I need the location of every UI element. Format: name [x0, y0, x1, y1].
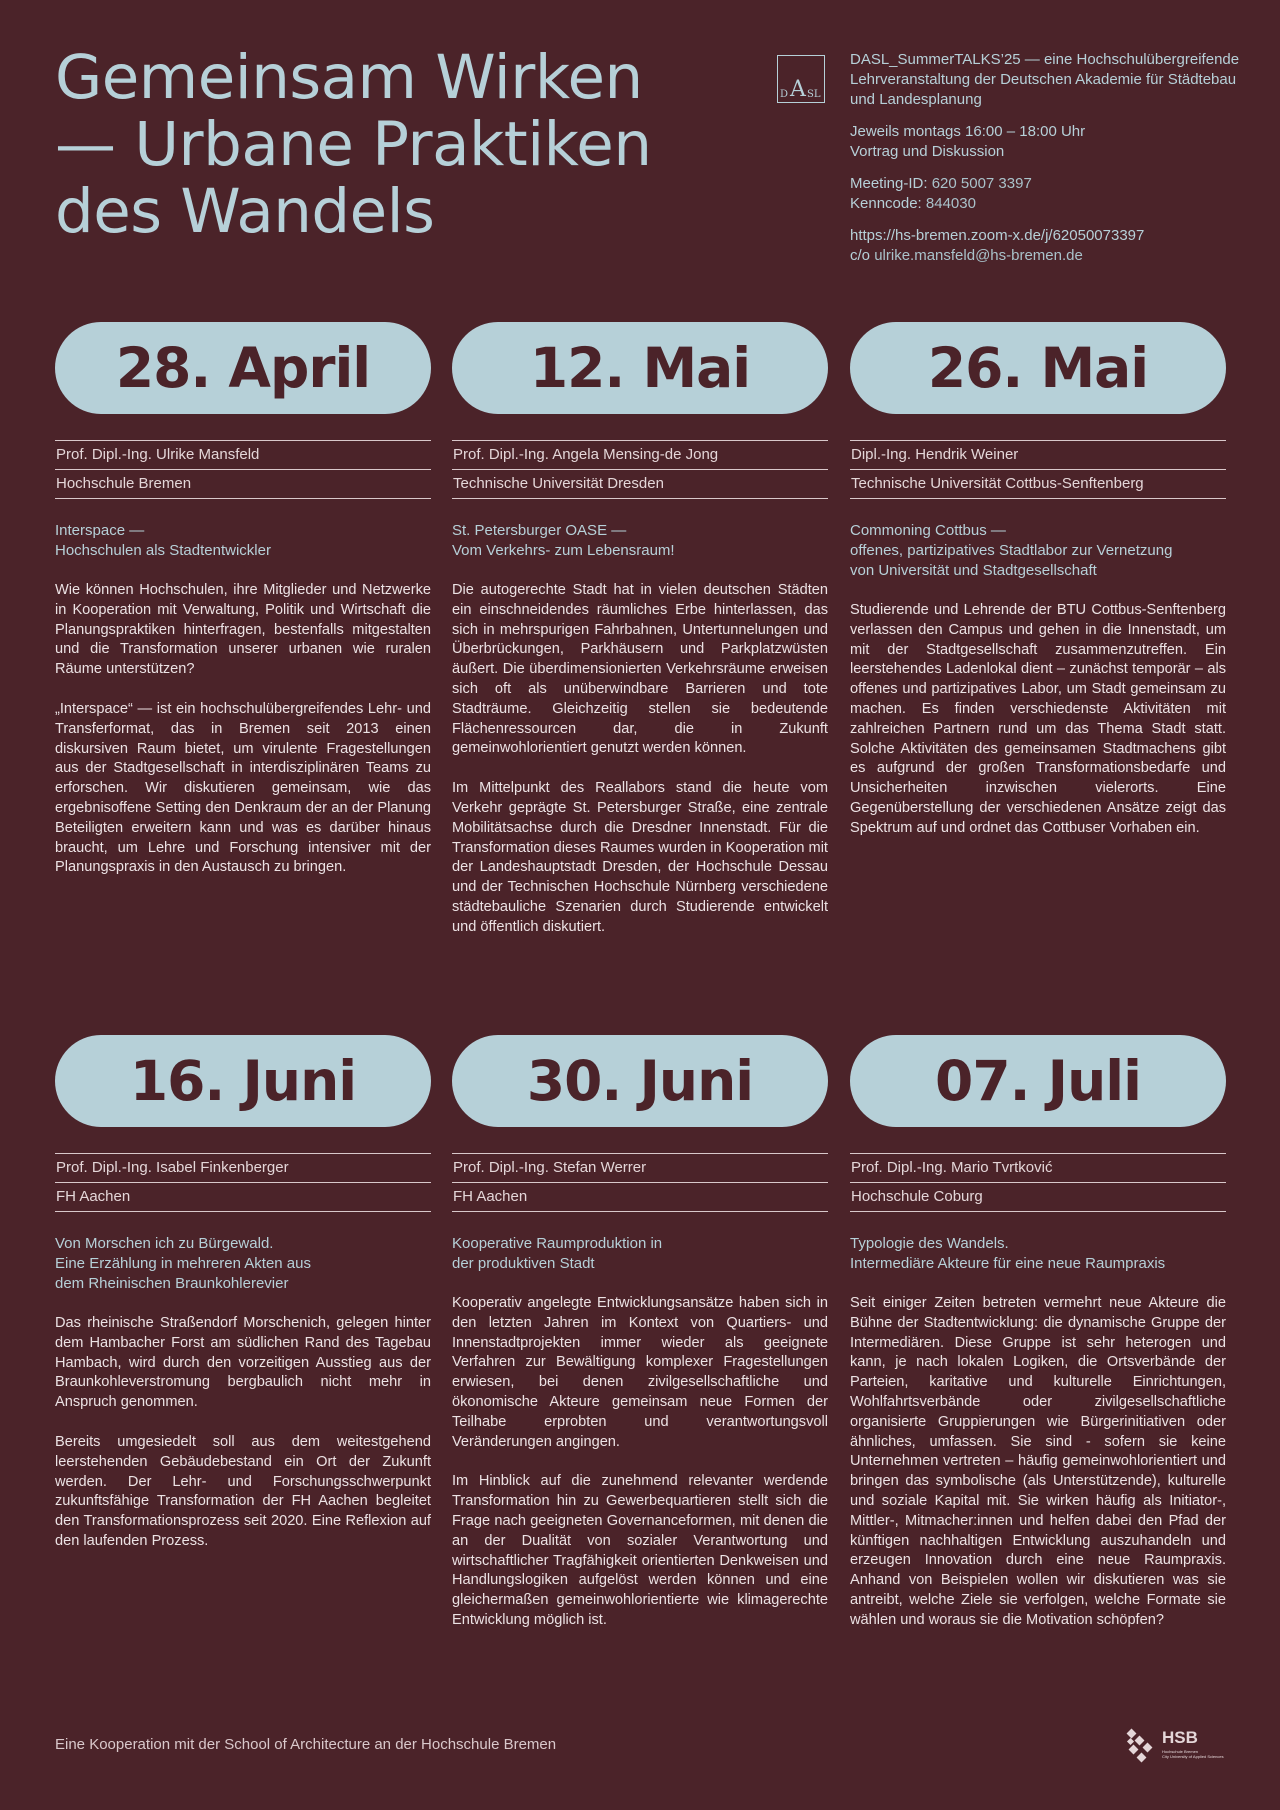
event-date: 30. Juni	[452, 1035, 828, 1127]
passcode-value: 844030	[925, 195, 976, 212]
info-passcode	[850, 194, 1250, 214]
meeting-id-value: 620 5007 3397	[931, 175, 1032, 192]
description-paragraph: Wie können Hochschulen, ihre Mitglieder und Netzwerke in Kooperation mit Verwaltung, Politik und Wirtschaft die Planungspraktiken hinterfragen, bestenfalls mitgestalten und die Transformation unserer urbanen wie ruralen Räume unterstützen?	[55, 582, 431, 678]
speaker-block	[452, 440, 828, 499]
talk-description	[55, 1314, 431, 1552]
speaker-block	[55, 1153, 431, 1212]
description-paragraph: Kooperativ angelegte Entwicklungsansätze haben sich in den letzten Jahren im Kontext von Quartiers- und Innenstadtprojekten immer wieder als geeignete Verfahren zur Bewältigung komplexer Fragestellungen erwiesen, bei denen zivilgesellschaftliche und ökonomische Akteure gemeinsam neue Formen der Teilhabe erprobten und verantwortungsvoll Veränderungen angingen.	[452, 1295, 828, 1450]
logo-letter-a: A	[790, 77, 806, 102]
description-paragraph: Bereits umgesiedelt soll aus dem weitestgehend leerstehenden Gebäudebestand ein Ort der Zukunft werden. Der Lehr- und Forschungsschwerpunkt zukunftsfähige Transformation der FH Aachen begleitet den Transformationsprozess seit 2020. Eine Reflexion auf den laufenden Prozess.	[55, 1433, 431, 1549]
talk-title	[452, 1234, 828, 1274]
talk-title-line: Kooperative Raumproduktion in	[452, 1235, 663, 1252]
logo-letter-d: D	[780, 89, 789, 100]
event-date: 28. April	[55, 322, 431, 414]
description-paragraph: Im Mittelpunkt des Reallabors stand die heute vom Verkehr geprägte St. Petersburger Straße, eine zentrale Mobilitätsachse durch die Dresdner Innenstadt. Für die Transformation dieses Raumes wurden in Kooperation mit der Landeshauptstadt Dresden, der Hochschule Dessau und der Technischen Hochschule Nürnberg verschiedene städtebauliche Szenarien durch Studierende entwickelt und öffentlich diskutiert.	[452, 780, 828, 935]
contact-email[interactable]: ulrike.mansfeld@hs-bremen.de	[874, 247, 1083, 264]
contact-label: c/o	[850, 247, 871, 264]
description-paragraph: „Interspace“ — ist ein hochschulübergreifendes Lehr- und Transferformat, das in Bremen seit 2013 einen diskursiven Raum bietet, um virulente Fragestellungen aus der Stadtgesellschaft in interdisziplinären Teams zu erforschen. Wir diskutieren gemeinsam, wie das ergebnisoffene Setting den Denkraum der an der Planung Beteiligten erweitern kann und was es darüber hinaus braucht, um Lehre und Forschung intensiver mit der Planungspraxis in den Austausch zu bringen.	[55, 700, 431, 876]
hsb-wordmark: HSB	[1162, 1728, 1198, 1747]
talk-title-line: offenes, partizipatives Stadtlabor zur Vernetzung	[850, 542, 1173, 559]
talk-title	[55, 521, 431, 561]
talk-title-line: Typologie des Wandels.	[850, 1235, 1009, 1252]
hsb-subtitle-line: Hochschule Bremen	[1162, 1749, 1199, 1754]
description-paragraph: Seit einiger Zeiten betreten vermehrt neue Akteure die Bühne der Stadtentwicklung: die dynamische Gruppe der Intermediären. Diese Gruppe ist sehr heterogen und kann, je nach lokalen Logiken, die Ortsverbände der Parteien, karitative und kulturelle Einrichtungen, Wohlfahrtsverbände oder zivilgesellschaftliche organisierte Gruppierungen wie Bürgerinitiativen oder ähnliches, umfassen. Sie sind - sofern sie keine Unternehmen vertreten – häufig gemeinwohlorientiert und bringen das symbolische (als Unterstützende), kulturelle und soziale Kapital mit. Sie wirken häufig als Initiator-, Mittler-, Mitmacher:innen und helfen dabei den Pfad der künftigen nachhaltigen Entwicklung auszuhandeln und erzeugen Innovation durch eine neue Raumpraxis. Anhand von Beispielen wollen wir diskutieren was sie antreibt, welche Ziele sie verfolgen, welche Formate sie wählen und woraus sie die Motivation schöpfen?	[850, 1295, 1226, 1628]
speaker-name: Prof. Dipl.-Ing. Stefan Werrer	[452, 1153, 828, 1182]
speaker-name: Dipl.-Ing. Hendrik Weiner	[850, 440, 1226, 469]
talk-title-line: Interspace —	[55, 522, 145, 539]
speaker-institution: Technische Universität Dresden	[452, 469, 828, 499]
talk-title-line: Intermediäre Akteure für eine neue Raumpraxis	[850, 1255, 1166, 1272]
event-date: 16. Juni	[55, 1035, 431, 1127]
speaker-block	[452, 1153, 828, 1212]
event-column	[55, 322, 431, 898]
zoom-link[interactable]: https://hs-bremen.zoom-x.de/j/62050073397	[850, 227, 1145, 244]
dasl-logo	[777, 55, 825, 103]
talk-title-line: Von Morschen ich zu Bürgewald.	[55, 1235, 274, 1252]
info-contact	[850, 246, 1250, 266]
title-line-2: — Urbane Praktiken	[55, 109, 652, 180]
speaker-block	[850, 1153, 1226, 1212]
description-paragraph: Studierende und Lehrende der BTU Cottbus-Senftenberg verlassen den Campus und gehen in die Innenstadt, um mit der Stadtgesellschaft zusammenzutreffen. Ein leerstehendes Ladenlokal dient – zunächst temporär – als offenes und partizipatives Labor, um Stadt gemeinsam zu machen. Es finden verschiedenste Aktivitäten mit zahlreichen Partnern rund um das Thema Stadt statt. Solche Aktivitäten des gemeinsamen Stadtmachens gibt es aufgrund der großen Transformationsbedarfe und Unsicherheiten inzwischen vielerorts. Eine Gegenüberstellung der verschiedenen Ansätze zeigt das Spektrum auf und ordnet das Cottbuser Vorhaben ein.	[850, 602, 1226, 836]
talk-title-line: Eine Erzählung in mehreren Akten aus	[55, 1255, 311, 1272]
talk-title-line: St. Petersburger OASE —	[452, 522, 627, 539]
info-schedule-1: Jeweils montags 16:00 – 18:00 Uhr	[850, 123, 1086, 140]
event-column	[850, 1035, 1226, 1651]
speaker-name: Prof. Dipl.-Ing. Isabel Finkenberger	[55, 1153, 431, 1182]
info-schedule-2: Vortrag und Diskussion	[850, 143, 1005, 160]
hsb-logo	[1126, 1728, 1226, 1764]
talk-title	[55, 1234, 431, 1294]
hsb-logo-icon	[1126, 1728, 1156, 1764]
speaker-institution: FH Aachen	[452, 1182, 828, 1212]
speaker-institution: Technische Universität Cottbus-Senftenberg	[850, 469, 1226, 499]
talk-title-line: dem Rheinischen Braunkohlerevier	[55, 1275, 289, 1292]
hsb-subtitle	[1162, 1749, 1226, 1759]
event-date: 07. Juli	[850, 1035, 1226, 1127]
speaker-name: Prof. Dipl.-Ing. Mario Tvrtković	[850, 1153, 1226, 1182]
event-column	[55, 1035, 431, 1572]
talk-description	[452, 581, 828, 938]
description-paragraph: Das rheinische Straßendorf Morschenich, gelegen hinter dem Hambacher Forst am südlichen Rand des Tagebau Hambach, wird durch den vorzeitigen Ausstieg aus der Braunkohleverstromung bergbaulich nicht mehr in Anspruch genommen.	[55, 1315, 431, 1411]
talk-description	[452, 1294, 828, 1631]
talk-title-line: der produktiven Stadt	[452, 1255, 595, 1272]
talk-title-line: Vom Verkehrs- zum Lebensraum!	[452, 542, 675, 559]
event-info	[850, 50, 1250, 278]
meeting-id-label: Meeting-ID:	[850, 175, 928, 192]
info-meeting-id	[850, 174, 1250, 194]
talk-title-line: von Universität und Stadtgesellschaft	[850, 562, 1097, 579]
speaker-name: Prof. Dipl.-Ing. Ulrike Mansfeld	[55, 440, 431, 469]
speaker-block	[850, 440, 1226, 499]
title-line-3: des Wandels	[55, 176, 435, 247]
talk-title	[452, 521, 828, 561]
talk-title-line: Hochschulen als Stadtentwickler	[55, 542, 271, 559]
event-column	[452, 322, 828, 958]
title-line-1: Gemeinsam Wirken	[55, 42, 643, 113]
event-column	[850, 322, 1226, 859]
event-date: 12. Mai	[452, 322, 828, 414]
event-column	[452, 1035, 828, 1651]
poster-title	[55, 44, 755, 245]
speaker-institution: FH Aachen	[55, 1182, 431, 1212]
speaker-institution: Hochschule Coburg	[850, 1182, 1226, 1212]
footer-credit: Eine Kooperation mit der School of Architecture an der Hochschule Bremen	[55, 1736, 557, 1753]
talk-description	[850, 601, 1226, 839]
talk-title-line: Commoning Cottbus —	[850, 522, 1006, 539]
passcode-label: Kenncode:	[850, 195, 922, 212]
logo-letters-sl: SL	[807, 89, 821, 100]
talk-description	[850, 1294, 1226, 1631]
speaker-name: Prof. Dipl.-Ing. Angela Mensing-de Jong	[452, 440, 828, 469]
event-date: 26. Mai	[850, 322, 1226, 414]
speaker-block	[55, 440, 431, 499]
speaker-institution: Hochschule Bremen	[55, 469, 431, 499]
description-paragraph: Im Hinblick auf die zunehmend relevanter werdende Transformation hin zu Gewerbequartieren stellt sich die Frage nach geeigneten Governanceformen, mit denen die an der Dualität von sozialer Verantwortung und wirtschaftlicher Tragfähigkeit orientierten Denkweisen und Handlungslogiken aufgelöst werden können und eine gleichermaßen gemeinwohlorientierte wie klimagerechte Entwicklung möglich ist.	[452, 1473, 828, 1628]
talk-title	[850, 1234, 1226, 1274]
info-intro: DASL_SummerTALKS’25 — eine Hochschulübergreifende Lehrveranstaltung der Deutschen Akademie für Städtebau und Landesplanung	[850, 51, 1240, 108]
talk-description	[55, 581, 431, 878]
hsb-subtitle-line: City University of Applied Sciences	[1162, 1754, 1224, 1759]
talk-title	[850, 521, 1226, 581]
description-paragraph: Die autogerechte Stadt hat in vielen deutschen Städten ein einschneidendes räumliches Erbe hinterlassen, das sich in mehrspurigen Fahrbahnen, Untertunnelungen und Überbrückungen, Parkhäusern und Parkplatzwüsten äußert. Die überdimensionierten Verkehrsräume erweisen sich oft als unüberwindbare Barrieren und tote Stadträume. Gleichzeitig stellen sie bedeutende Flächenressourcen dar, die in Zukunft gemeinwohlorientiert genutzt werden können.	[452, 582, 828, 757]
